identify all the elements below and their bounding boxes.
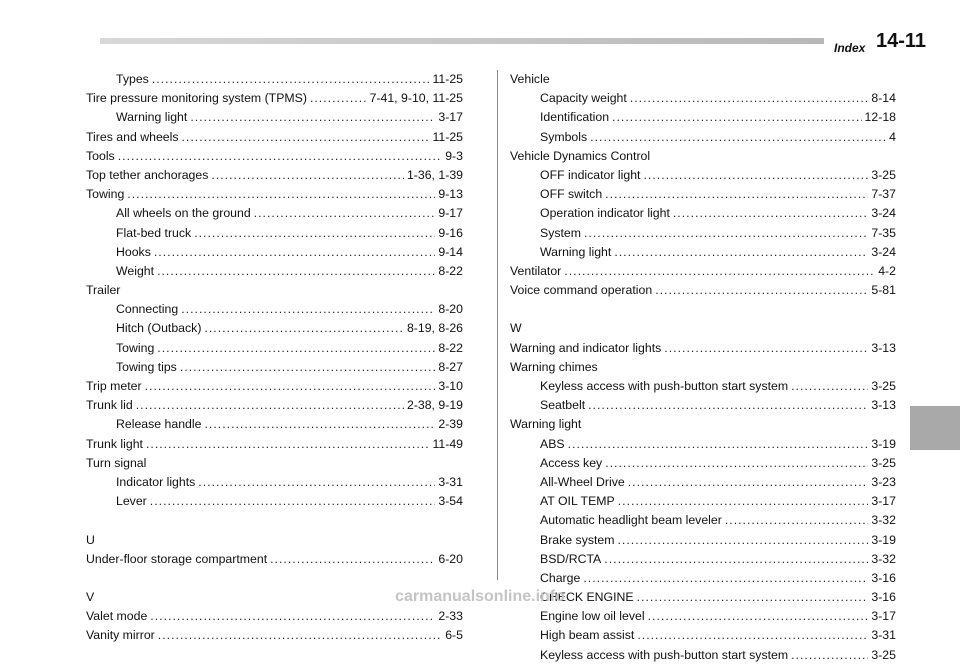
entry-label: Keyless access with push-button start system [540, 379, 789, 393]
index-letter-heading [86, 531, 463, 550]
dot-leader [628, 473, 869, 492]
index-subentry [510, 435, 896, 454]
entry-label: Turn signal [86, 455, 147, 470]
index-subentry [510, 224, 896, 243]
entry-label: Trunk lid [86, 398, 133, 413]
index-entry [86, 550, 463, 569]
dot-leader [190, 108, 435, 127]
index-subentry [510, 204, 896, 223]
entry-label: U [86, 532, 95, 547]
index-subentry [510, 626, 896, 645]
index-entry [510, 415, 896, 434]
entry-label: High beam assist [540, 628, 635, 643]
page-reference-link[interactable]: 4-2 [878, 263, 896, 278]
page-reference-link[interactable]: 3-32 [871, 551, 896, 566]
dot-leader [157, 262, 435, 281]
dot-leader [791, 377, 868, 396]
index-subentry [510, 377, 896, 396]
index-subentry [86, 473, 463, 492]
entry-label: Hitch (Outback) [116, 321, 202, 336]
dot-leader [150, 607, 435, 626]
entry-label: Automatic headlight beam leveler [540, 513, 722, 528]
dot-leader [588, 396, 868, 415]
page-reference-link[interactable]: 5-81 [871, 283, 896, 298]
page-reference-link[interactable]: 6-20 [438, 551, 463, 566]
entry-label: V [86, 590, 95, 605]
index-entry [510, 70, 896, 89]
entry-label: Warning light [116, 110, 188, 125]
entry-label: AT OIL TEMP [540, 494, 615, 509]
page-reference-link[interactable]: 3-16 [871, 570, 896, 585]
page-reference-link[interactable]: 3-13 [871, 340, 896, 355]
page-reference-link[interactable]: 2-38, 9-19 [406, 398, 463, 413]
entry-label: All wheels on the ground [116, 206, 251, 221]
entry-label: Charge [540, 570, 581, 585]
page-reference-link[interactable]: 3-25 [871, 647, 896, 662]
index-entry [86, 185, 463, 204]
index-subentry [86, 108, 463, 127]
dot-leader [146, 435, 430, 454]
index-entry [86, 396, 463, 415]
page-reference-link[interactable]: 9-16 [438, 225, 463, 240]
page-reference-link[interactable]: 9-14 [438, 244, 463, 259]
index-subentry [86, 243, 463, 262]
entry-label: Identification [540, 110, 610, 125]
entry-label: Indicator lights [116, 474, 196, 489]
page-reference-link[interactable]: 11-25 [432, 129, 463, 144]
dot-leader [127, 185, 435, 204]
index-column-right [510, 70, 896, 665]
index-subentry [510, 454, 896, 473]
dot-leader [643, 166, 868, 185]
entry-label: Seatbelt [540, 398, 586, 413]
entry-label: Towing tips [116, 359, 177, 374]
index-subentry [510, 89, 896, 108]
page-reference-link[interactable]: 3-17 [438, 110, 463, 125]
index-subentry [510, 108, 896, 127]
index-subentry [86, 224, 463, 243]
index-entry [86, 128, 463, 147]
dot-leader [612, 108, 862, 127]
section-label: Index [834, 41, 866, 55]
index-entry [510, 147, 896, 166]
entry-label: Towing [86, 187, 125, 202]
page-reference-link[interactable]: 3-10 [438, 379, 463, 393]
entry-label: Tire pressure monitoring system (TPMS) [86, 91, 307, 106]
index-subentry [510, 492, 896, 511]
dot-leader [204, 319, 404, 338]
entry-label: Capacity weight [540, 91, 627, 106]
index-subentry [510, 646, 896, 665]
page-reference-link[interactable]: 9-3 [445, 148, 463, 163]
entry-label: Valet mode [86, 609, 148, 624]
page-reference-link[interactable]: 7-41, 9-10, 11-25 [369, 91, 463, 106]
page-reference-link[interactable]: 6-5 [445, 628, 463, 643]
dot-leader [198, 473, 435, 492]
dot-leader [150, 492, 436, 511]
page-reference-link[interactable]: 3-23 [871, 474, 896, 489]
index-subentry [86, 300, 463, 319]
dot-leader [584, 224, 868, 243]
entry-label: CHECK ENGINE [540, 590, 634, 605]
index-entry [86, 454, 463, 473]
entry-label: Engine low oil level [540, 609, 645, 624]
column-divider [497, 70, 498, 580]
dot-leader [194, 224, 435, 243]
index-subentry [510, 473, 896, 492]
entry-label: Types [116, 72, 149, 86]
entry-label: Access key [540, 455, 603, 470]
entry-label: Top tether anchorages [86, 167, 209, 182]
page-reference-link[interactable]: 3-24 [871, 244, 896, 259]
dot-leader [791, 646, 868, 665]
entry-label: Operation indicator light [540, 206, 670, 221]
entry-label: Warning light [540, 244, 612, 259]
index-entry [510, 339, 896, 358]
dot-leader [637, 626, 868, 645]
entry-label: Trip meter [86, 379, 142, 393]
dot-leader [583, 569, 868, 588]
entry-label: ABS [540, 436, 565, 451]
entry-label: Lever [116, 494, 147, 509]
page-reference-link[interactable]: 3-17 [871, 494, 896, 509]
dot-leader [568, 435, 869, 454]
index-subentry [510, 128, 896, 147]
index-column-left [86, 70, 463, 646]
entry-label: Towing [116, 340, 155, 355]
index-subentry [86, 358, 463, 377]
page-reference-link[interactable]: 8-14 [871, 91, 896, 106]
dot-leader [614, 243, 868, 262]
index-subentry [86, 70, 463, 89]
index-entry [86, 377, 463, 396]
index-subentry [86, 204, 463, 223]
index-entry [510, 281, 896, 300]
index-subentry [86, 339, 463, 358]
page-reference-link[interactable]: 11-49 [432, 436, 463, 451]
page-reference-link[interactable]: 12-18 [864, 110, 896, 125]
page-reference-link[interactable]: 3-19 [871, 532, 896, 547]
entry-label: Vehicle [510, 72, 550, 86]
dot-leader [158, 626, 442, 645]
dot-leader [254, 204, 436, 223]
chapter-tab [910, 406, 960, 450]
index-subentry [510, 511, 896, 530]
index-entry [86, 147, 463, 166]
dot-leader [270, 550, 435, 569]
dot-leader [604, 550, 868, 569]
entry-label: System [540, 225, 581, 240]
entry-label: Flat-bed truck [116, 225, 192, 240]
entry-label: Warning and indicator lights [510, 340, 662, 355]
dot-leader [310, 89, 367, 108]
page-reference-link[interactable]: 7-37 [871, 187, 896, 202]
dot-leader [145, 377, 436, 396]
dot-leader [664, 339, 868, 358]
dot-leader [180, 358, 436, 377]
dot-leader [564, 262, 875, 281]
dot-leader [590, 128, 886, 147]
page-reference-link[interactable]: 8-22 [438, 340, 463, 355]
dot-leader [673, 204, 869, 223]
page-reference-link[interactable]: 3-17 [871, 609, 896, 624]
page-reference-link[interactable]: 3-32 [871, 513, 896, 528]
entry-label: Under-floor storage compartment [86, 551, 268, 566]
page-reference-link[interactable]: 2-33 [438, 609, 463, 624]
index-subentry [510, 569, 896, 588]
dot-leader [136, 396, 404, 415]
page-reference-link[interactable]: 11-25 [432, 72, 463, 86]
page-reference-link[interactable]: 1-36, 1-39 [406, 167, 463, 182]
entry-label: Weight [116, 263, 155, 278]
page-reference-link[interactable]: 4 [889, 129, 896, 144]
dot-leader [181, 300, 435, 319]
page-reference-link[interactable]: 3-25 [871, 167, 896, 182]
index-entry [86, 166, 463, 185]
index-entry [86, 607, 463, 626]
entry-label: Vanity mirror [86, 628, 155, 643]
index-subentry [510, 396, 896, 415]
page-reference-link[interactable]: 8-20 [438, 302, 463, 317]
page-number: 14-11 [876, 30, 927, 52]
index-subentry [86, 319, 463, 338]
dot-leader [204, 415, 435, 434]
entry-label: Trailer [86, 283, 121, 298]
index-entry [86, 281, 463, 300]
dot-leader [182, 128, 430, 147]
page-reference-link[interactable]: 2-39 [438, 417, 463, 432]
entry-label: Brake system [540, 532, 615, 547]
entry-label: Trunk light [86, 436, 143, 451]
entry-label: Warning light [510, 417, 582, 432]
index-subentry [86, 415, 463, 434]
index-entry [86, 626, 463, 645]
entry-label: Ventilator [510, 263, 562, 278]
entry-label: BSD/RCTA [540, 551, 602, 566]
page-reference-link[interactable]: 8-22 [438, 263, 463, 278]
dot-leader [211, 166, 404, 185]
dot-leader [605, 185, 868, 204]
page-reference-link[interactable]: 3-16 [871, 590, 896, 605]
entry-label: Connecting [116, 302, 179, 317]
page-reference-link[interactable]: 3-24 [871, 206, 896, 221]
page-reference-link[interactable]: 3-31 [871, 628, 896, 643]
dot-leader [648, 607, 869, 626]
index-subentry [510, 607, 896, 626]
header-rule [100, 38, 824, 44]
dot-leader [157, 339, 435, 358]
dot-leader [152, 70, 430, 89]
entry-label: OFF switch [540, 187, 603, 202]
entry-label: Hooks [116, 244, 151, 259]
dot-leader [118, 147, 443, 166]
dot-leader [630, 89, 869, 108]
watermark: carmanualsonline.info [395, 588, 565, 605]
dot-leader [655, 281, 868, 300]
page-reference-link[interactable]: 3-54 [438, 494, 463, 509]
index-entry [510, 358, 896, 377]
entry-label: Voice command operation [510, 283, 653, 298]
index-entry [510, 262, 896, 281]
entry-label: Tools [86, 148, 115, 163]
page-reference-link[interactable]: 7-35 [871, 225, 896, 240]
index-subentry [510, 531, 896, 550]
entry-label: All-Wheel Drive [540, 474, 625, 489]
dot-leader [725, 511, 869, 530]
index-entry [86, 435, 463, 454]
dot-leader [605, 454, 868, 473]
index-entry [86, 89, 463, 108]
dot-leader [617, 531, 868, 550]
entry-label: OFF indicator light [540, 167, 641, 182]
page-reference-link[interactable]: 3-31 [438, 474, 463, 489]
page-reference-link[interactable]: 3-19 [871, 436, 896, 451]
entry-label: Warning chimes [510, 359, 598, 374]
page-reference-link[interactable]: 9-17 [438, 206, 463, 221]
index-subentry [510, 243, 896, 262]
page-reference-link[interactable]: 9-13 [438, 187, 463, 202]
index-letter-heading [510, 319, 896, 338]
dot-leader [618, 492, 869, 511]
page-reference-link[interactable]: 8-27 [438, 359, 463, 374]
entry-label: Tires and wheels [86, 129, 179, 144]
entry-label: Release handle [116, 417, 202, 432]
entry-label: Symbols [540, 129, 588, 144]
page-reference-link[interactable]: 3-25 [871, 455, 896, 470]
index-subentry [510, 166, 896, 185]
index-subentry [86, 262, 463, 281]
index-subentry [510, 550, 896, 569]
page-reference-link[interactable]: 3-13 [871, 398, 896, 413]
dot-leader [154, 243, 436, 262]
page-reference-link[interactable]: 8-19, 8-26 [406, 321, 463, 336]
entry-label: W [510, 321, 522, 336]
index-subentry [86, 492, 463, 511]
page-reference-link[interactable]: 3-25 [871, 379, 896, 393]
index-subentry [510, 185, 896, 204]
entry-label: Vehicle Dynamics Control [510, 148, 651, 163]
entry-label: Keyless access with push-button start system [540, 647, 789, 662]
